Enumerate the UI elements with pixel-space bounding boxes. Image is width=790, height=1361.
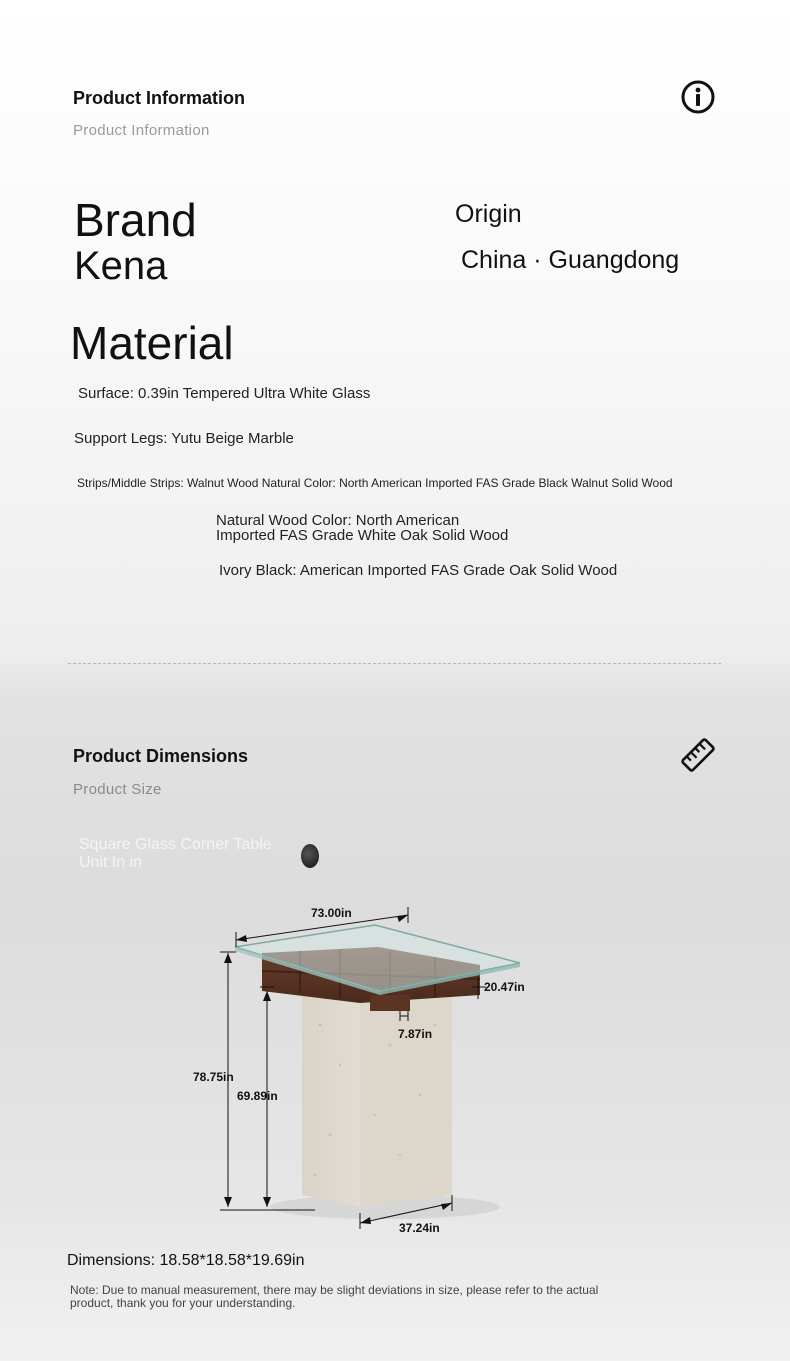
product-stone-icon bbox=[301, 844, 319, 868]
dim-strip-width: 7.87in bbox=[398, 1027, 433, 1041]
ruler-icon bbox=[680, 737, 716, 773]
material-legs: Support Legs: Yutu Beige Marble bbox=[74, 430, 294, 447]
info-section-subtitle: Product Information bbox=[73, 122, 210, 139]
ghost-caption-line2: Unit In in bbox=[79, 854, 143, 871]
info-section-title: Product Information bbox=[73, 88, 245, 108]
dimensions-section-subtitle: Product Size bbox=[73, 781, 162, 798]
product-illustration bbox=[190, 895, 540, 1235]
material-natural-wood bbox=[216, 513, 508, 543]
ghost-caption bbox=[79, 836, 272, 872]
measurement-note-line2: product, thank you for your understanding. bbox=[70, 1296, 296, 1310]
brand-value: Kena bbox=[74, 244, 168, 288]
dim-total-height: 78.75in bbox=[193, 1070, 234, 1084]
section-divider bbox=[68, 663, 721, 664]
dim-leg-height: 69.89in bbox=[237, 1089, 278, 1103]
material-natural-wood-line1: Natural Wood Color: North American bbox=[216, 512, 460, 529]
dim-side-depth: 20.47in bbox=[484, 980, 525, 994]
measurement-note-line1: Note: Due to manual measurement, there may be slight deviations in size, please refer to the actual bbox=[70, 1283, 599, 1297]
brand-label: Brand bbox=[74, 194, 197, 246]
dimensions-summary: Dimensions: 18.58*18.58*19.69in bbox=[67, 1252, 305, 1269]
dimensions-section-title: Product Dimensions bbox=[73, 746, 249, 766]
material-strips: Strips/Middle Strips: Walnut Wood Natural Color: North American Imported FAS Grade Black Walnut Solid Wood bbox=[77, 476, 673, 490]
origin-value: China · Guangdong bbox=[461, 246, 680, 274]
dim-top-width: 73.00in bbox=[311, 906, 352, 920]
info-circle-icon bbox=[681, 80, 715, 114]
material-label: Material bbox=[70, 317, 234, 369]
origin-label: Origin bbox=[455, 200, 522, 228]
material-ivory-black: Ivory Black: American Imported FAS Grade Oak Solid Wood bbox=[219, 562, 618, 579]
dim-base-width: 37.24in bbox=[399, 1221, 440, 1235]
measurement-note bbox=[70, 1284, 598, 1310]
ghost-caption-line1: Square Glass Corner Table bbox=[79, 836, 272, 853]
material-surface: Surface: 0.39in Tempered Ultra White Glass bbox=[78, 385, 371, 402]
material-natural-wood-line2: Imported FAS Grade White Oak Solid Wood bbox=[216, 527, 509, 544]
